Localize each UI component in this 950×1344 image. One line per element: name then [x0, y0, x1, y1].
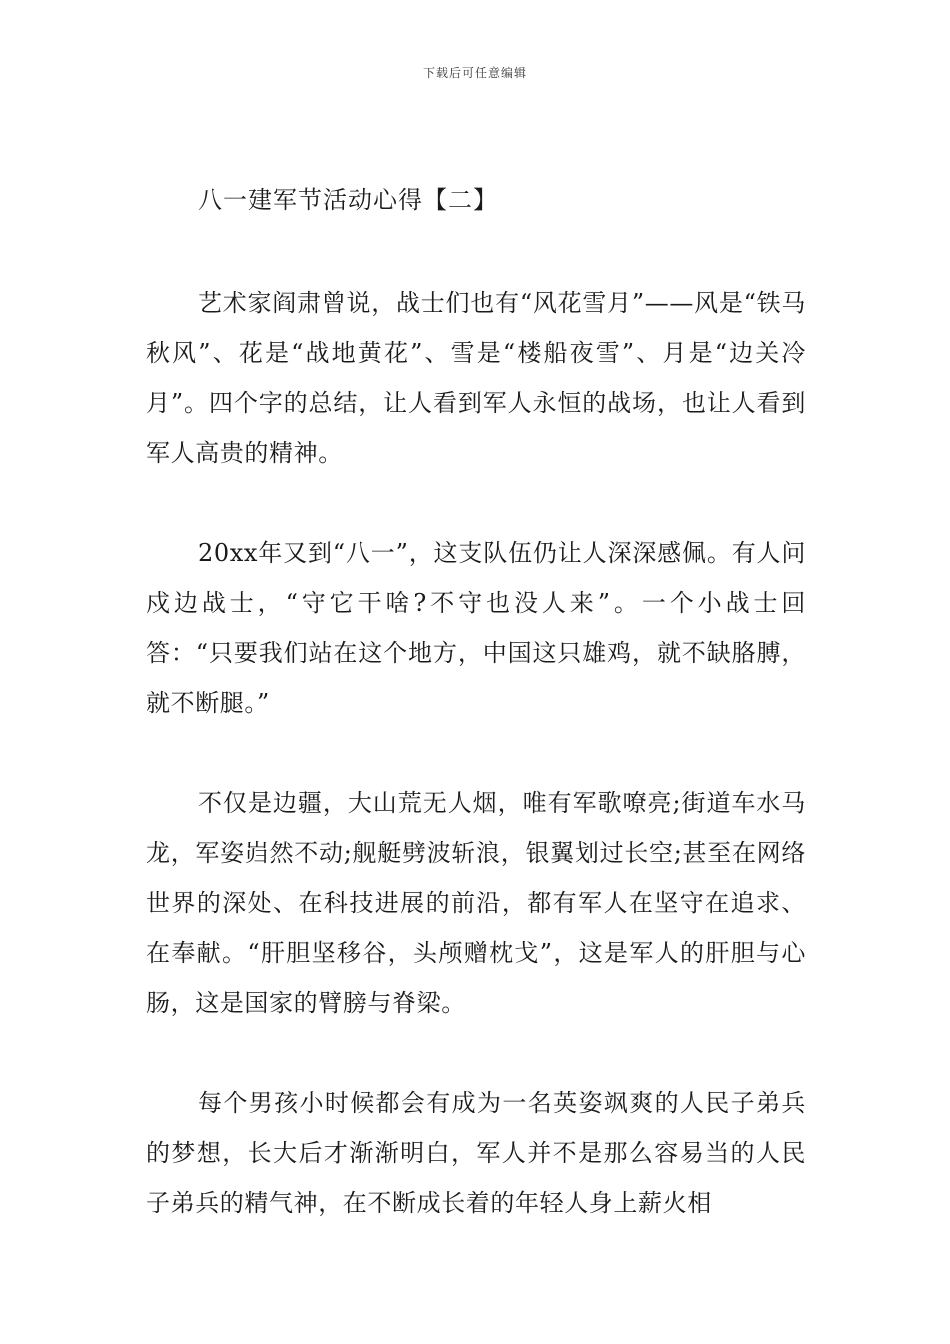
- document-title: 八一建军节活动心得【二】: [198, 186, 498, 214]
- header-note: 下载后可任意编辑: [422, 66, 527, 80]
- document-body: [146, 278, 806, 1278]
- paragraph-3: 不仅是边疆，大山荒无人烟，唯有军歌嘹亮;街道车水马龙，军姿岿然不动;舰艇劈波斩浪，银翼划过长空;甚至在网络世界的深处、在科技进展的前沿，都有军人在坚守在追求、在奉献。“肝胆坚移谷，头颅赠枕戈”，这是军人的肝胆与心肠，这是国家的臂膀与脊梁。: [146, 789, 806, 1017]
- paragraph-1: 艺术家阎肃曾说，战士们也有“风花雪月”——风是“铁马秋风”、花是“战地黄花”、雪是“楼船夜雪”、月是“边关冷月”。四个字的总结，让人看到军人永恒的战场，也让人看到军人高贵的精神。: [146, 289, 806, 467]
- paragraph-2: 20xx年又到“八一”，这支队伍仍让人深深感佩。有人问戍边战士，“守它干啥?不守也没人来”。一个小战士回答：“只要我们站在这个地方，中国这只雄鸡，就不缺胳膊，就不断腿。”: [146, 539, 806, 717]
- paragraph-4: 每个男孩小时候都会有成为一名英姿飒爽的人民子弟兵的梦想，长大后才渐渐明白，军人并不是那么容易当的人民子弟兵的精气神，在不断成长着的年轻人身上薪火相: [146, 1089, 806, 1217]
